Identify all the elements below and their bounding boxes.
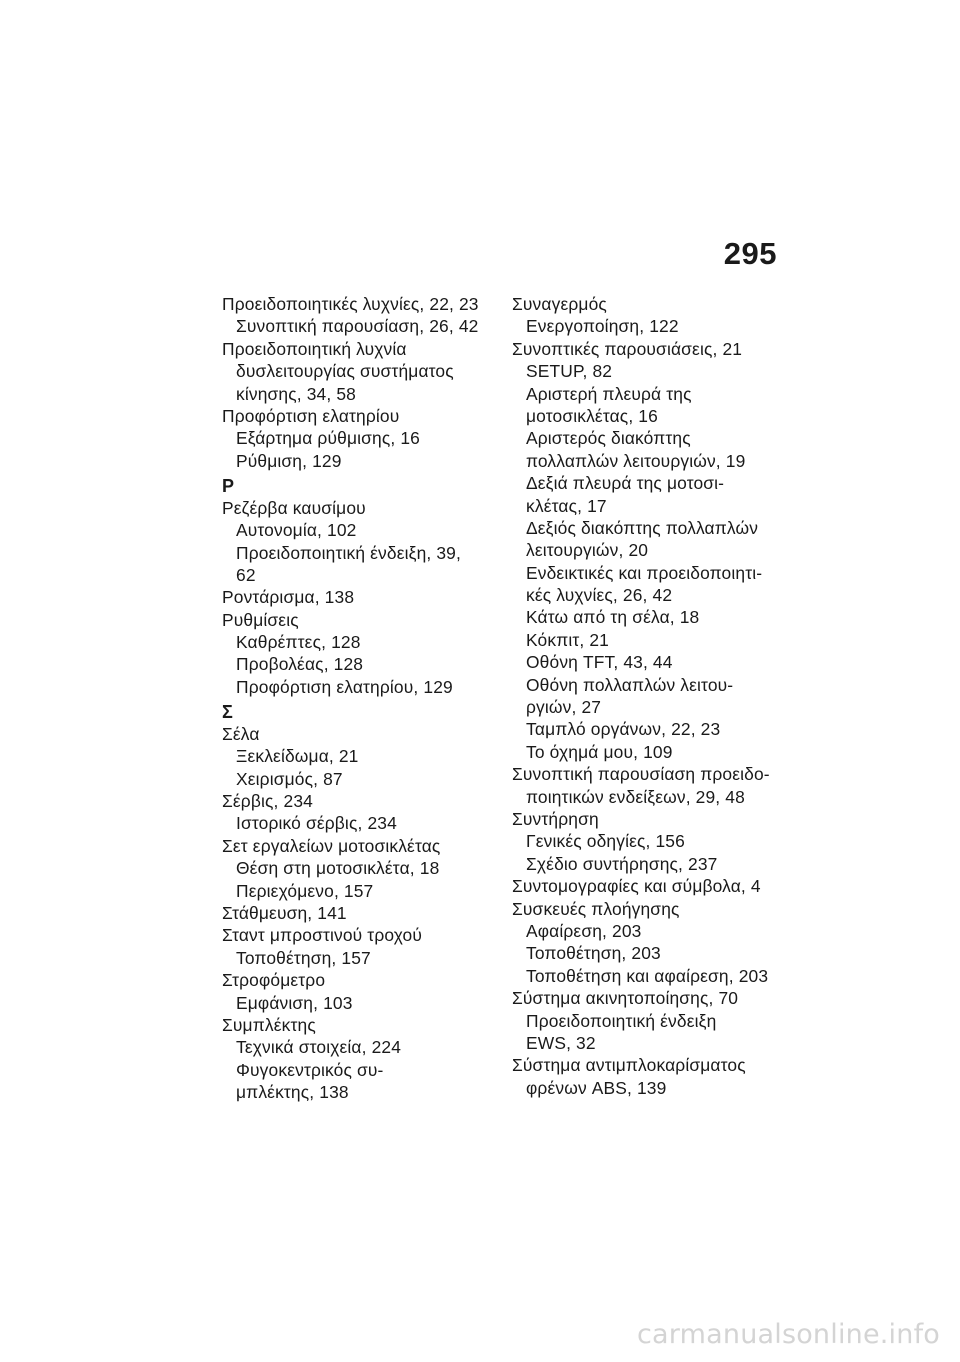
index-subentry: Προβολέας, 128 [236,654,364,675]
index-subentry: Προειδοποιητική ένδειξη, 39, [236,542,461,563]
index-entry: Συνοπτική παρουσίαση προειδο- [512,764,770,785]
index-subentry: Ενδεικτικές και προειδοποιητι- [526,562,763,583]
index-entry: Συσκευές πλοήγησης [512,898,680,919]
index-entry: Συντομογραφίες και σύμβολα, 4 [512,876,761,897]
index-entry: Σταντ μπροστινού τροχού [222,925,423,946]
index-entry: Στροφόμετρο [222,970,326,991]
index-subentry: Ρύθμιση, 129 [236,450,342,471]
index-subentry: Ενεργοποίηση, 122 [526,316,679,337]
index-subentry: Κάτω από τη σέλα, 18 [526,607,700,628]
index-entry: Προειδοποιητικές λυχνίες, 22, 23 [222,294,479,314]
index-subentry: Οθόνη πολλαπλών λειτου- [526,674,734,695]
index-subentry: Το όχημά μου, 109 [526,741,673,762]
index-subentry: Αφαίρεση, 203 [526,920,642,941]
index-subentry: Κόκπιτ, 21 [526,629,609,650]
index-subentry: Ταμπλό οργάνων, 22, 23 [526,719,721,740]
index-subentry: Φυγοκεντρικός συ- [236,1059,384,1080]
index-entry: Συναγερμός [512,294,607,314]
index-section-letter: Σ [222,702,233,723]
index-subentry: κές λυχνίες, 26, 42 [526,585,673,606]
index-subentry: Εμφάνιση, 103 [236,992,353,1013]
index-subentry: κλέτας, 17 [526,495,607,516]
index-subentry: Χειρισμός, 87 [236,768,343,789]
index-subentry: EWS, 32 [526,1032,596,1053]
index-subentry: Αριστερός διακόπτης [526,428,691,449]
index-subentry: Αυτονομία, 102 [236,520,357,541]
index-subentry: 62 [236,564,256,585]
index-subentry: Αριστερή πλευρά της [526,383,692,404]
index-subentry: Προειδοποιητική ένδειξη [526,1010,717,1031]
index-subentry: ποιητικών ενδείξεων, 29, 48 [526,786,745,807]
index-subentry: δυσλειτουργίας συστήματος [236,361,454,382]
index-subentry: Τοποθέτηση, 157 [236,947,371,968]
index-subentry: Σχέδιο συντήρησης, 237 [526,853,718,874]
index-entry: Προειδοποιητική λυχνία [222,338,407,359]
index-entry: Συνοπτικές παρουσιάσεις, 21 [512,338,743,359]
index-subentry: Γενικές οδηγίες, 156 [526,831,685,852]
index-subentry: μοτοσικλέτας, 16 [526,405,658,426]
index-subentry: Δεξιά πλευρά της μοτοσι- [526,473,725,494]
index-subentry: Εξάρτημα ρύθμισης, 16 [236,428,420,449]
index-subentry: Τοποθέτηση και αφαίρεση, 203 [526,965,769,986]
index-column-right [512,293,792,1099]
index-subentry: Συνοπτική παρουσίαση, 26, 42 [236,316,479,337]
index-subentry: Ξεκλείδωμα, 21 [236,746,359,767]
index-entry: Ρυθμίσεις [222,609,299,630]
index-subentry: κίνησης, 34, 58 [236,383,356,404]
index-entry: Σέλα [222,723,260,744]
index-subentry: Προφόρτιση ελατηρίου, 129 [236,676,453,697]
index-subentry: Οθόνη TFT, 43, 44 [526,652,673,673]
index-entry: Ροντάρισμα, 138 [222,587,355,608]
index-subentry: λειτουργιών, 20 [526,540,649,561]
index-subentry: Καθρέπτες, 128 [236,632,361,653]
index-section-letter: Ρ [222,476,235,497]
index-subentry: πολλαπλών λειτουργιών, 19 [526,450,746,471]
index-subentry: Περιεχόμενο, 157 [236,880,374,901]
index-entry: Ρεζέρβα καυσίμου [222,497,366,518]
watermark: carmanualsonline.info [637,1319,940,1350]
index-subentry: Τεχνικά στοιχεία, 224 [236,1037,402,1058]
index-entry: Σύστημα ακινητοποίησης, 70 [512,988,739,1009]
index-subentry: Θέση στη μοτοσικλέτα, 18 [236,858,440,879]
index-subentry: Τοποθέτηση, 203 [526,943,661,964]
index-entry: Προφόρτιση ελατηρίου [222,405,400,426]
index-subentry: Ιστορικό σέρβις, 234 [236,813,397,834]
index-entry: Συμπλέκτης [222,1014,316,1035]
index-subentry: φρένων ABS, 139 [526,1077,667,1098]
index-entry: Σετ εργαλείων μοτοσικλέτας [222,835,441,856]
index-entry: Σέρβις, 234 [222,791,313,811]
index-subentry: ργιών, 27 [526,697,602,718]
index-subentry: Δεξιός διακόπτης πολλαπλών [526,517,759,538]
index-entry: Σύστημα αντιμπλοκαρίσματος [512,1055,746,1076]
index-column-left [222,293,500,1103]
index-entry: Συντήρηση [512,808,599,829]
index-entry: Στάθμευση, 141 [222,902,347,923]
index-subentry: SETUP, 82 [526,361,613,382]
page-number: 295 [723,236,777,271]
index-subentry: μπλέκτης, 138 [236,1082,349,1103]
